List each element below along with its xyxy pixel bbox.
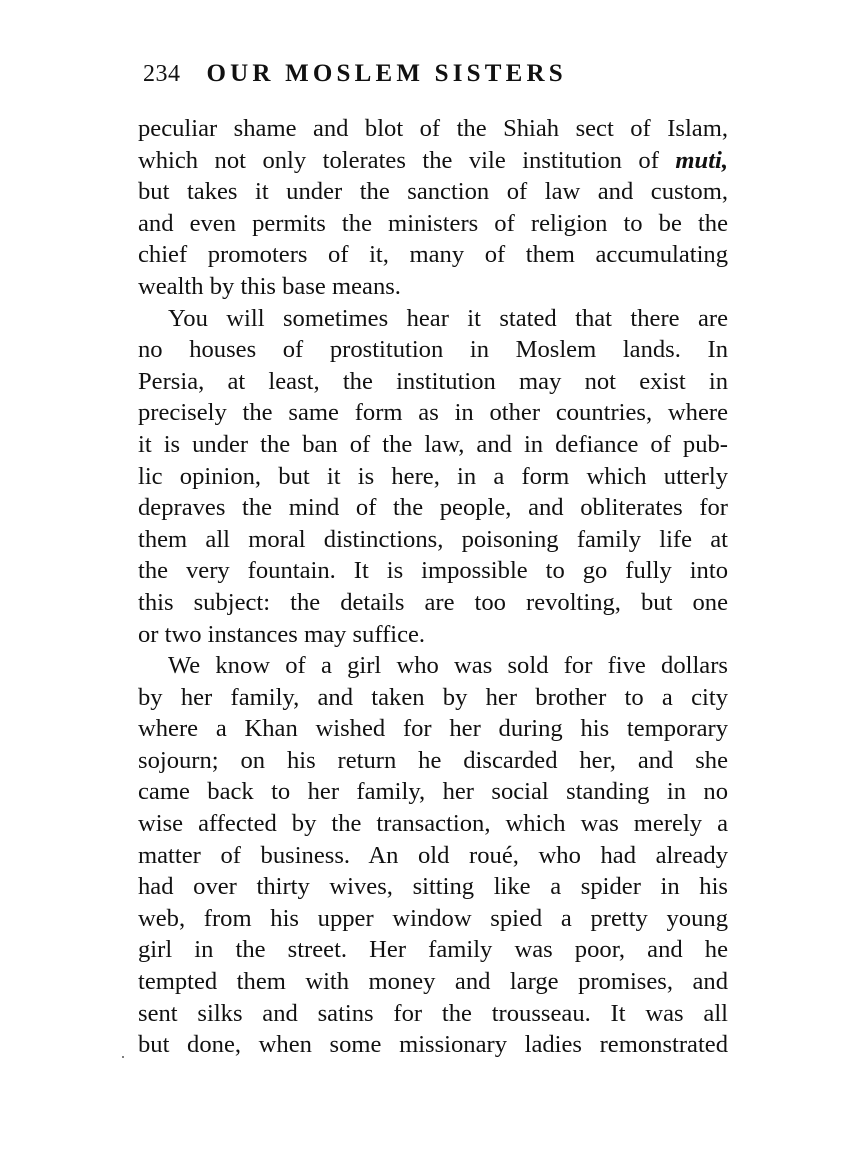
text-line: peculiar shame and blot of the Shiah sect of Islam,	[138, 115, 728, 142]
text-line: depraves the mind of the people, and obliterates for	[138, 494, 728, 522]
paragraph-2	[138, 303, 728, 651]
text-line: You will sometimes hear it stated that there are	[168, 304, 728, 332]
text-line: but takes it under the sanction of law and custom,	[138, 178, 728, 206]
text-line: this subject: the details are too revolting, but one	[138, 588, 728, 616]
text-line: Persia, at least, the institution may not exist in	[138, 367, 728, 395]
text-line: them all moral distinctions, poisoning family life at	[138, 525, 728, 553]
text-line: We know of a girl who was sold for five dollars	[168, 652, 728, 680]
text-line: or two instances may suffice.	[138, 620, 426, 648]
running-head	[143, 60, 743, 100]
text-line: and even permits the ministers of religion to be the	[138, 209, 728, 237]
page-number: 234	[143, 61, 181, 87]
text-line: matter of business. An old roué, who had already	[138, 841, 728, 869]
text-line: no houses of prostitution in Moslem lands. In	[138, 336, 728, 364]
text-fragment: which not only tolerates the vile institution of	[138, 146, 659, 174]
text-line: it is under the ban of the law, and in defiance of pub-	[138, 430, 728, 458]
text-line: where a Khan wished for her during his temporary	[138, 715, 728, 743]
scan-speck	[122, 1056, 124, 1058]
text-line: web, from his upper window spied a pretty young	[138, 904, 728, 932]
text-line: precisely the same form as in other countries, where	[138, 399, 728, 427]
text-line: lic opinion, but it is here, in a form which utterly	[138, 462, 728, 490]
book-title: OUR MOSLEM SISTERS	[206, 60, 567, 87]
paragraph-3	[138, 650, 728, 1061]
text-line: tempted them with money and large promises, and	[138, 968, 728, 996]
italic-term: muti,	[675, 146, 729, 174]
text-line: but done, when some missionary ladies remonstrated	[138, 1031, 728, 1059]
text-line: chief promoters of it, many of them accumulating	[138, 241, 728, 269]
text-line: by her family, and taken by her brother to a city	[138, 683, 728, 711]
text-line: came back to her family, her social standing in no	[138, 778, 728, 806]
body-text	[138, 113, 728, 1061]
text-line: sent silks and satins for the trousseau. It was all	[138, 999, 728, 1027]
text-line: girl in the street. Her family was poor, and he	[138, 936, 728, 964]
paragraph-1	[138, 113, 728, 303]
text-line	[138, 145, 728, 177]
text-line: sojourn; on his return he discarded her, and she	[138, 746, 728, 774]
text-line: wealth by this base means.	[138, 272, 401, 300]
text-line: had over thirty wives, sitting like a spider in his	[138, 873, 728, 901]
text-line: the very fountain. It is impossible to go fully into	[138, 557, 728, 585]
text-line: wise affected by the transaction, which was merely a	[138, 810, 728, 838]
